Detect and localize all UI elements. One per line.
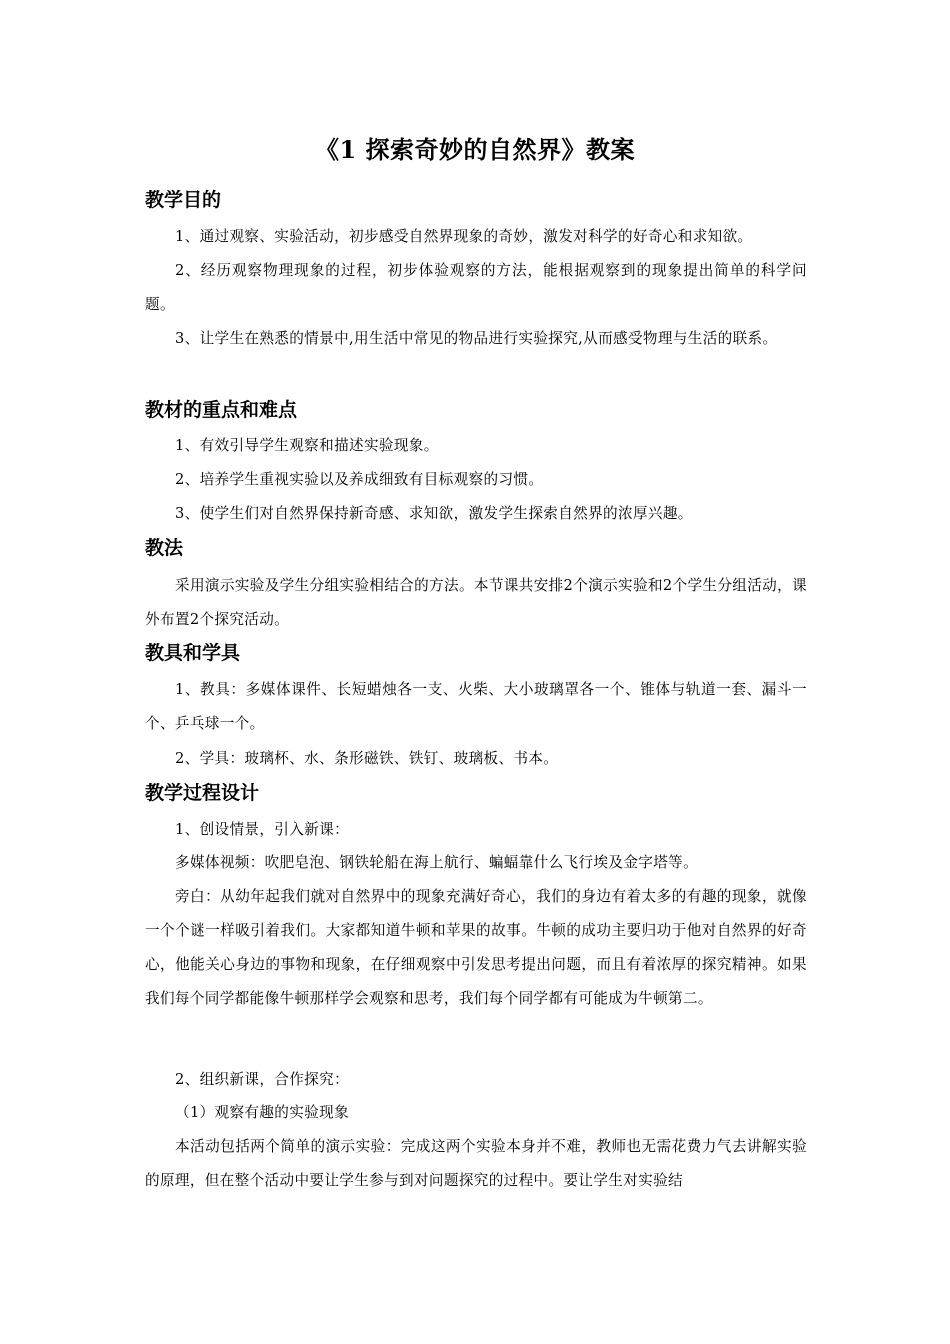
paragraph: 1、教具：多媒体课件、长短蜡烛各一支、火柴、大小玻璃罩各一个、锥体与轨道一套、漏斗一个、乒乓球一个。: [145, 681, 807, 732]
paragraph: 采用演示实验及学生分组实验相结合的方法。本节课共安排2个演示实验和2个学生分组活动，课外布置2个探究活动。: [145, 577, 807, 628]
section-heading-key-points: 教材的重点和难点: [145, 399, 298, 421]
paragraph: 2、培养学生重视实验以及养成细致有目标观察的习惯。: [175, 471, 544, 488]
paragraph: 旁白：从幼年起我们就对自然界中的现象充满好奇心，我们的身边有着太多的有趣的现象，就像一个个谜一样吸引着我们。大家都知道牛顿和苹果的故事。牛顿的成功主要归功于他对自然界的好奇心，他能关心身边的事物和现象，在仔细观察中引发思考提出问题，而且有着浓厚的探究精神。如果我们每个同学都能像牛顿那样学会观察和思考，我们每个同学都有可能成为牛顿第二。: [145, 888, 807, 1007]
document-title: 《1 探索奇妙的自然界》教案: [314, 135, 636, 164]
paragraph: 本活动包括两个简单的演示实验：完成这两个实验本身并不难，教师也无需花费力气去讲解实验的原理，但在整个活动中要让学生参与到对问题探究的过程中。要让学生对实验结: [145, 1138, 807, 1189]
paragraph: 2、组织新课，合作探究：: [175, 1071, 350, 1088]
paragraph: 1、通过观察、实验活动，初步感受自然界现象的奇妙，激发对科学的好奇心和求知欲。: [175, 228, 753, 245]
paragraph: 3、使学生们对自然界保持新奇感、求知欲，激发学生探索自然界的浓厚兴趣。: [175, 505, 693, 522]
paragraph: 1、有效引导学生观察和描述实验现象。: [175, 437, 439, 454]
paragraph: （1）观察有趣的实验现象: [175, 1104, 350, 1121]
section-heading-teaching-tools: 教具和学具: [145, 642, 241, 664]
section-heading-teaching-method: 教法: [145, 537, 184, 559]
paragraph: 2、经历观察物理现象的过程，初步体验观察的方法，能根据观察到的现象提出简单的科学问题。: [145, 262, 807, 313]
section-heading-teaching-process: 教学过程设计: [145, 782, 260, 804]
paragraph: 3、让学生在熟悉的情景中,用生活中常见的物品进行实验探究,从而感受物理与生活的联系。: [175, 330, 778, 347]
paragraph: 多媒体视频：吹肥皂泡、钢铁轮船在海上航行、蝙蝠靠什么飞行埃及金字塔等。: [175, 854, 699, 871]
paragraph: 2、学具：玻璃杯、水、条形磁铁、铁钉、玻璃板、书本。: [175, 750, 559, 767]
section-heading-teaching-goals: 教学目的: [145, 189, 222, 211]
paragraph: 1、创设情景，引入新课：: [175, 821, 350, 838]
